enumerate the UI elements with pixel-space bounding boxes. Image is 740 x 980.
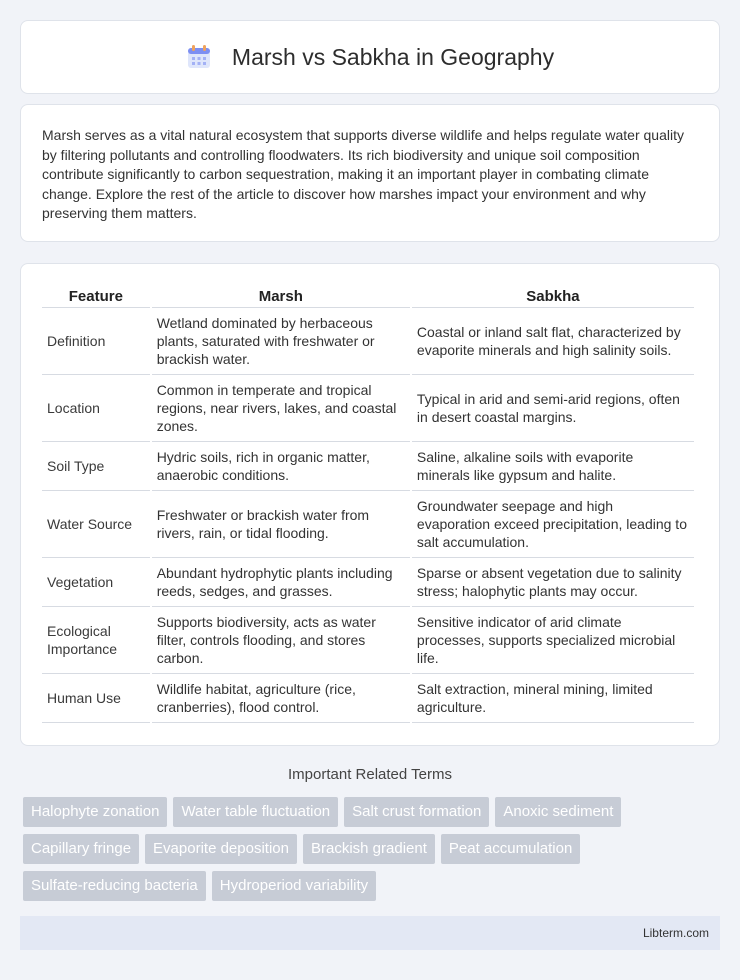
related-term-tag[interactable]: Evaporite deposition [145,834,297,864]
feature-cell: Location [42,375,150,442]
related-term-tag[interactable]: Peat accumulation [441,834,580,864]
marsh-cell: Wildlife habitat, agriculture (rice, cranberries), flood control. [152,674,410,723]
marsh-cell: Wetland dominated by herbaceous plants, saturated with freshwater or brackish water. [152,308,410,375]
related-term-tag[interactable]: Halophyte zonation [23,797,167,827]
related-term-tag[interactable]: Capillary fringe [23,834,139,864]
feature-cell: Definition [42,308,150,375]
page-title: Marsh vs Sabkha in Geography [231,43,555,70]
related-terms-list [23,797,723,901]
related-term-tag[interactable]: Salt crust formation [344,797,489,827]
table-row [42,674,694,723]
table-row [42,491,694,558]
related-term-tag[interactable]: Brackish gradient [303,834,435,864]
intro-card [20,104,720,242]
feature-cell: Ecological Importance [42,607,150,674]
feature-cell: Human Use [42,674,150,723]
related-term-tag[interactable]: Anoxic sediment [495,797,621,827]
table-row [42,607,694,674]
footer [20,916,720,950]
sabkha-cell: Groundwater seepage and high evaporation exceed precipitation, leading to salt accumulation. [412,491,694,558]
header-sabkha: Sabkha [412,284,694,308]
sabkha-cell: Saline, alkaline soils with evaporite minerals like gypsum and halite. [412,442,694,491]
comparison-table [40,284,696,723]
feature-cell: Soil Type [42,442,150,491]
sabkha-cell: Sparse or absent vegetation due to salinity stress; halophytic plants may occur. [412,558,694,607]
sabkha-cell: Salt extraction, mineral mining, limited agriculture. [412,674,694,723]
marsh-cell: Abundant hydrophytic plants including reeds, sedges, and grasses. [152,558,410,607]
table-row [42,375,694,442]
marsh-cell: Hydric soils, rich in organic matter, anaerobic conditions. [152,442,410,491]
table-row [42,558,694,607]
table-row [42,308,694,375]
marsh-cell: Common in temperate and tropical regions, near rivers, lakes, and coastal zones. [152,375,410,442]
table-row [42,442,694,491]
header-card [20,20,720,94]
calendar-icon [186,44,212,70]
comparison-table-card [20,263,720,746]
related-term-tag[interactable]: Sulfate-reducing bacteria [23,871,206,901]
feature-cell: Vegetation [42,558,150,607]
sabkha-cell: Sensitive indicator of arid climate processes, supports specialized microbial life. [412,607,694,674]
marsh-cell: Supports biodiversity, acts as water filter, controls flooding, and stores carbon. [152,607,410,674]
related-term-tag[interactable]: Hydroperiod variability [212,871,376,901]
feature-cell: Water Source [42,491,150,558]
sabkha-cell: Typical in arid and semi-arid regions, often in desert coastal margins. [412,375,694,442]
related-terms-title: Important Related Terms [288,766,452,783]
intro-text: Marsh serves as a vital natural ecosystem that supports diverse wildlife and helps regulate water quality by filtering pollutants and controlling floodwaters. Its rich biodiversity and unique soil composition contribute significantly to carbon sequestration, making it an important player in combating climate change. Explore the rest of the article to discover how marshes impact your environment and why preserving them matters. [42,127,684,221]
header-marsh: Marsh [152,284,410,308]
related-term-tag[interactable]: Water table fluctuation [173,797,338,827]
header-feature: Feature [42,284,150,308]
table-header-row [42,284,694,308]
footer-site-link[interactable]: Libterm.com [642,926,709,940]
marsh-cell: Freshwater or brackish water from rivers, rain, or tidal flooding. [152,491,410,558]
sabkha-cell: Coastal or inland salt flat, characterized by evaporite minerals and high salinity soils. [412,308,694,375]
